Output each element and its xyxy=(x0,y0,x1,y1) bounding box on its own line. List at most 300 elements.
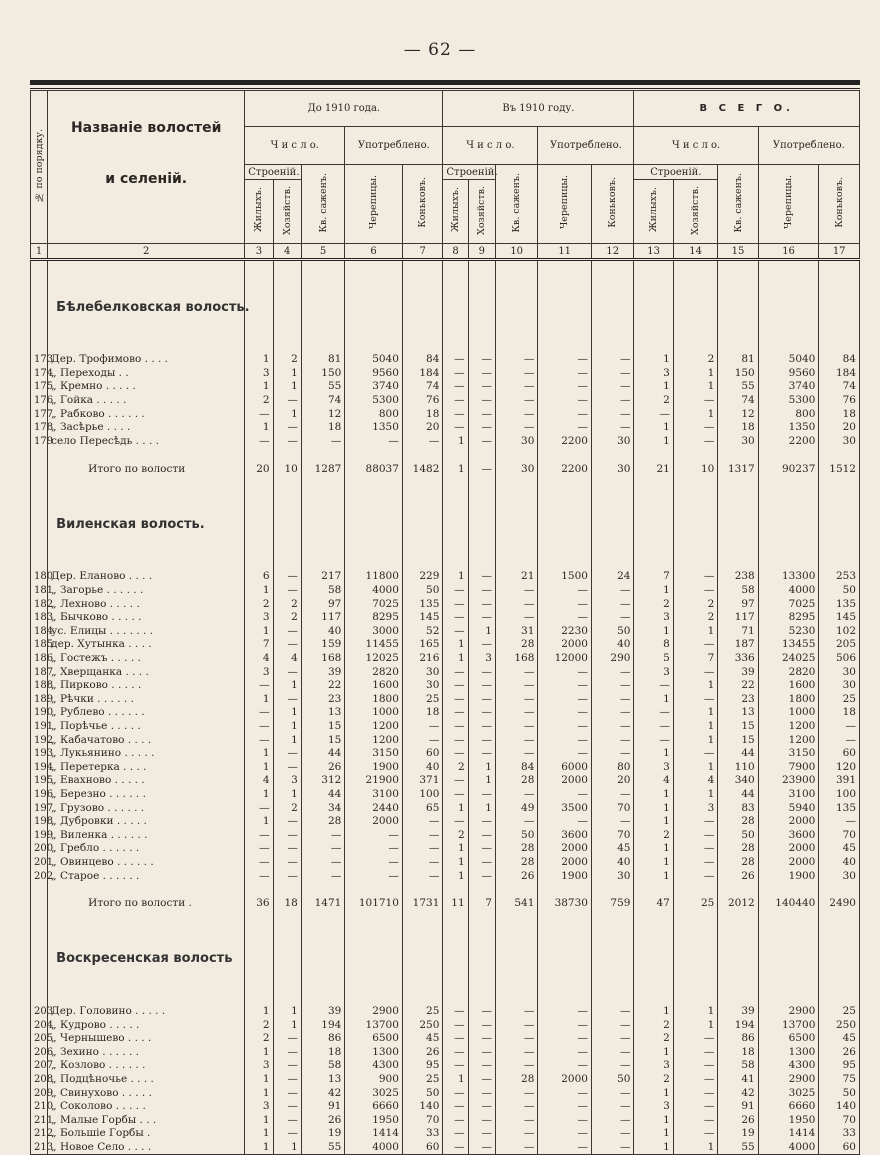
data-cell: — xyxy=(538,720,592,734)
data-cell: 1 xyxy=(634,584,673,598)
data-cell: — xyxy=(819,815,860,829)
data-cell: 84 xyxy=(819,353,860,367)
data-cell: — xyxy=(591,1059,633,1073)
data-cell: — xyxy=(591,815,633,829)
data-cell: 1 xyxy=(245,1141,273,1155)
total-cell: 140440 xyxy=(758,895,819,913)
header-ridges-1910: Коньковъ. xyxy=(591,165,633,244)
data-cell: 91 xyxy=(718,1100,758,1114)
row-number: 209 xyxy=(31,1086,48,1100)
settlement-name: „ Засѣрье . . . . xyxy=(48,421,245,435)
data-cell: 58 xyxy=(718,584,758,598)
data-cell: 135 xyxy=(402,597,442,611)
total-cell: 30 xyxy=(495,460,537,478)
data-cell: 5940 xyxy=(758,801,819,815)
row-number: 174 xyxy=(31,367,48,381)
data-cell: 28 xyxy=(495,856,537,870)
empty-cell xyxy=(48,913,245,949)
column-index: 7 xyxy=(402,244,442,260)
empty-cell xyxy=(301,478,344,514)
empty-cell xyxy=(758,949,819,969)
empty-cell xyxy=(758,913,819,949)
row-number: 207 xyxy=(31,1059,48,1073)
data-cell: 25 xyxy=(819,693,860,707)
empty-cell xyxy=(538,317,592,353)
data-cell: 3150 xyxy=(345,747,403,761)
data-cell: 74 xyxy=(402,380,442,394)
data-cell: — xyxy=(468,733,495,747)
data-cell: — xyxy=(468,1141,495,1155)
data-cell: 2 xyxy=(634,1073,673,1087)
data-cell: 1 xyxy=(673,380,717,394)
data-cell: — xyxy=(443,788,468,802)
data-cell: 229 xyxy=(402,570,442,584)
data-cell: 70 xyxy=(591,828,633,842)
header-living-total: Жилыхъ. xyxy=(634,180,673,244)
empty-cell xyxy=(443,883,468,895)
data-cell: — xyxy=(345,842,403,856)
row-number: 212 xyxy=(31,1127,48,1141)
data-cell: — xyxy=(468,1032,495,1046)
data-cell: 52 xyxy=(402,625,442,639)
data-cell: — xyxy=(495,706,537,720)
column-index: 16 xyxy=(758,244,819,260)
data-cell: 3 xyxy=(634,760,673,774)
data-cell: 83 xyxy=(718,801,758,815)
data-cell: 28 xyxy=(495,842,537,856)
empty-cell xyxy=(538,260,592,298)
row-number: 200 xyxy=(31,842,48,856)
data-cell: 3740 xyxy=(758,380,819,394)
data-cell: 253 xyxy=(819,570,860,584)
data-cell: 15 xyxy=(718,733,758,747)
empty-cell xyxy=(443,913,468,949)
row-number: 203 xyxy=(31,1005,48,1019)
data-cell: 23 xyxy=(718,693,758,707)
empty-cell xyxy=(634,260,673,298)
data-cell: — xyxy=(495,679,537,693)
data-cell: — xyxy=(495,1018,537,1032)
table-row xyxy=(31,1059,860,1073)
data-cell: — xyxy=(468,435,495,449)
settlement-name: „ Гойка . . . . . xyxy=(48,394,245,408)
data-cell: — xyxy=(273,693,301,707)
empty-cell xyxy=(673,448,717,460)
data-cell: — xyxy=(673,1032,717,1046)
top-rule xyxy=(30,80,860,85)
data-cell: 312 xyxy=(301,774,344,788)
data-cell: 159 xyxy=(301,638,344,652)
data-cell: 1900 xyxy=(345,760,403,774)
data-cell: 2900 xyxy=(345,1005,403,1019)
data-cell: — xyxy=(273,421,301,435)
data-cell: 1 xyxy=(634,693,673,707)
data-cell: 39 xyxy=(301,665,344,679)
empty-cell xyxy=(245,534,273,570)
data-cell: — xyxy=(273,815,301,829)
data-cell: 1 xyxy=(245,1114,273,1128)
header-farm-total: Хозяйств. xyxy=(673,180,717,244)
empty-cell xyxy=(819,949,860,969)
empty-cell xyxy=(273,949,301,969)
data-cell: 26 xyxy=(718,1114,758,1128)
data-cell: 1950 xyxy=(758,1114,819,1128)
data-cell: — xyxy=(591,665,633,679)
data-cell: 145 xyxy=(819,611,860,625)
data-cell: 4000 xyxy=(345,1141,403,1155)
empty-cell xyxy=(673,514,717,534)
data-cell: — xyxy=(273,760,301,774)
data-cell: — xyxy=(673,1127,717,1141)
data-cell: — xyxy=(538,584,592,598)
spacer-row xyxy=(31,448,860,460)
data-cell: 28 xyxy=(495,1073,537,1087)
settlement-name: „ Рублево . . . . . . xyxy=(48,706,245,720)
data-cell: 13 xyxy=(301,1073,344,1087)
data-cell: — xyxy=(443,1114,468,1128)
data-cell: — xyxy=(673,1059,717,1073)
row-number: 173 xyxy=(31,353,48,367)
data-cell: — xyxy=(495,815,537,829)
data-cell: 18 xyxy=(819,706,860,720)
data-cell: 2 xyxy=(245,394,273,408)
data-cell: 97 xyxy=(718,597,758,611)
data-cell: 2 xyxy=(245,597,273,611)
total-row xyxy=(31,895,860,913)
table-row xyxy=(31,638,860,652)
data-cell: — xyxy=(443,706,468,720)
column-index: 17 xyxy=(819,244,860,260)
data-cell: 145 xyxy=(402,611,442,625)
data-cell: 30 xyxy=(402,665,442,679)
empty-cell xyxy=(634,883,673,895)
empty-cell xyxy=(345,478,403,514)
data-cell: 1 xyxy=(673,788,717,802)
header-buildings-total: Строеній. xyxy=(634,165,718,180)
empty-cell xyxy=(31,534,48,570)
data-cell: — xyxy=(468,1005,495,1019)
data-cell: 168 xyxy=(301,652,344,666)
data-cell: — xyxy=(538,1141,592,1155)
data-cell: — xyxy=(443,353,468,367)
data-cell: — xyxy=(495,1141,537,1155)
data-cell: 187 xyxy=(718,638,758,652)
data-cell: 8295 xyxy=(345,611,403,625)
data-cell: 3 xyxy=(245,611,273,625)
total-cell: 1482 xyxy=(402,460,442,478)
data-cell: 30 xyxy=(402,679,442,693)
total-row xyxy=(31,460,860,478)
table-row xyxy=(31,760,860,774)
data-cell: — xyxy=(468,693,495,707)
data-cell: 250 xyxy=(402,1018,442,1032)
data-cell: — xyxy=(538,1005,592,1019)
data-cell: — xyxy=(591,693,633,707)
column-index-row xyxy=(31,244,860,260)
data-cell: 28 xyxy=(495,638,537,652)
data-cell: 4000 xyxy=(758,1141,819,1155)
empty-cell xyxy=(245,514,273,534)
data-cell: 1000 xyxy=(345,706,403,720)
data-cell: — xyxy=(634,706,673,720)
empty-cell xyxy=(443,448,468,460)
data-cell: 1 xyxy=(245,693,273,707)
empty-cell xyxy=(634,317,673,353)
data-cell: — xyxy=(273,570,301,584)
data-cell: 1 xyxy=(673,367,717,381)
empty-cell xyxy=(538,913,592,949)
data-cell: 13700 xyxy=(758,1018,819,1032)
data-cell: 2000 xyxy=(538,856,592,870)
data-cell: — xyxy=(538,693,592,707)
empty-cell xyxy=(273,448,301,460)
data-cell: 39 xyxy=(718,665,758,679)
data-cell: — xyxy=(591,353,633,367)
data-cell: — xyxy=(468,665,495,679)
column-index: 14 xyxy=(673,244,717,260)
empty-cell xyxy=(273,297,301,317)
data-cell: 18 xyxy=(402,706,442,720)
data-cell: — xyxy=(443,1005,468,1019)
data-cell: 4 xyxy=(273,652,301,666)
data-cell: 1 xyxy=(673,760,717,774)
empty-cell xyxy=(673,317,717,353)
table-row xyxy=(31,1073,860,1087)
column-index: 3 xyxy=(245,244,273,260)
data-cell: — xyxy=(468,1018,495,1032)
data-cell: 4 xyxy=(245,652,273,666)
empty-cell xyxy=(443,478,468,514)
data-cell: — xyxy=(538,367,592,381)
data-cell: 71 xyxy=(718,625,758,639)
empty-cell xyxy=(245,478,273,514)
data-cell: — xyxy=(591,421,633,435)
data-cell: — xyxy=(273,1073,301,1087)
row-number: 196 xyxy=(31,788,48,802)
empty-cell xyxy=(718,297,758,317)
data-cell: 26 xyxy=(301,1114,344,1128)
data-cell: — xyxy=(634,720,673,734)
data-cell: 1200 xyxy=(345,733,403,747)
data-cell: 50 xyxy=(591,625,633,639)
header-number-total: Ч и с л о. xyxy=(634,127,758,165)
empty-cell xyxy=(758,883,819,895)
data-cell: — xyxy=(468,720,495,734)
total-cell: 47 xyxy=(634,895,673,913)
table-row xyxy=(31,611,860,625)
empty-cell xyxy=(345,297,403,317)
data-cell: 4 xyxy=(245,774,273,788)
settlement-name: „ Загорье . . . . . . xyxy=(48,584,245,598)
data-cell: 1 xyxy=(673,1141,717,1155)
data-cell: 2 xyxy=(634,1018,673,1032)
data-cell: — xyxy=(245,801,273,815)
data-cell: — xyxy=(273,1127,301,1141)
total-cell: 1471 xyxy=(301,895,344,913)
data-cell: — xyxy=(443,367,468,381)
data-cell: — xyxy=(538,611,592,625)
data-cell: 1350 xyxy=(345,421,403,435)
settlement-name: „ Виленка . . . . . . xyxy=(48,828,245,842)
data-cell: 4000 xyxy=(758,584,819,598)
data-cell: 5 xyxy=(634,652,673,666)
data-cell: — xyxy=(495,584,537,598)
table-row xyxy=(31,1086,860,1100)
data-cell: 19 xyxy=(301,1127,344,1141)
header-sq-total: Кв. саженъ. xyxy=(718,165,758,244)
data-cell: — xyxy=(673,842,717,856)
data-cell: 140 xyxy=(819,1100,860,1114)
data-cell: 1 xyxy=(443,801,468,815)
data-cell: — xyxy=(468,584,495,598)
settlement-name: „ Березно . . . . . . xyxy=(48,788,245,802)
table-row xyxy=(31,380,860,394)
data-cell: — xyxy=(245,679,273,693)
empty-cell xyxy=(31,514,48,534)
data-cell: — xyxy=(591,394,633,408)
header-number-1910: Ч и с л о. xyxy=(443,127,538,165)
empty-cell xyxy=(245,913,273,949)
data-cell: 150 xyxy=(301,367,344,381)
row-number: 185 xyxy=(31,638,48,652)
data-cell: 3 xyxy=(245,665,273,679)
total-cell: 20 xyxy=(245,460,273,478)
data-cell: 2 xyxy=(273,611,301,625)
empty-cell xyxy=(634,514,673,534)
total-cell: 30 xyxy=(591,460,633,478)
empty-cell xyxy=(345,317,403,353)
empty-cell xyxy=(538,478,592,514)
data-cell: 1 xyxy=(673,679,717,693)
data-cell: — xyxy=(273,869,301,883)
header-farm-before: Хозяйств. xyxy=(273,180,301,244)
data-cell: 1 xyxy=(245,1086,273,1100)
total-cell: 25 xyxy=(673,895,717,913)
data-cell: 1600 xyxy=(758,679,819,693)
data-cell: 216 xyxy=(402,652,442,666)
data-cell: 18 xyxy=(819,407,860,421)
data-cell: — xyxy=(468,570,495,584)
empty-cell xyxy=(273,478,301,514)
data-cell: 3 xyxy=(245,367,273,381)
settlement-name: ус. Елицы . . . . . . . xyxy=(48,625,245,639)
total-cell: 1512 xyxy=(819,460,860,478)
data-cell: — xyxy=(273,584,301,598)
data-cell: 1 xyxy=(673,733,717,747)
settlement-name: село Пересѣдь . . . . xyxy=(48,435,245,449)
settlement-name: „ Кудрово . . . . . xyxy=(48,1018,245,1032)
empty-cell xyxy=(468,913,495,949)
empty-cell xyxy=(273,514,301,534)
data-cell: 140 xyxy=(402,1100,442,1114)
data-cell: 40 xyxy=(591,638,633,652)
settlement-name: „ Перетерка . . . . xyxy=(48,760,245,774)
empty-cell xyxy=(301,534,344,570)
table-row xyxy=(31,842,860,856)
empty-cell xyxy=(468,969,495,1005)
data-cell: 28 xyxy=(495,774,537,788)
total-cell: 1287 xyxy=(301,460,344,478)
empty-cell xyxy=(591,534,633,570)
data-cell: 2 xyxy=(245,1018,273,1032)
data-cell: — xyxy=(468,706,495,720)
data-cell: 40 xyxy=(819,856,860,870)
data-cell: 3600 xyxy=(758,828,819,842)
data-cell: 1 xyxy=(273,788,301,802)
empty-cell xyxy=(31,297,48,317)
data-cell: 1 xyxy=(273,407,301,421)
empty-cell xyxy=(31,460,48,478)
settlement-name: „ Лехново . . . . . xyxy=(48,597,245,611)
data-cell: — xyxy=(591,1086,633,1100)
data-cell: 21 xyxy=(495,570,537,584)
data-cell: — xyxy=(495,597,537,611)
data-cell: 1 xyxy=(634,421,673,435)
data-cell: 2 xyxy=(673,611,717,625)
empty-cell xyxy=(495,534,537,570)
data-cell: 13700 xyxy=(345,1018,403,1032)
empty-cell xyxy=(443,514,468,534)
empty-cell xyxy=(402,534,442,570)
empty-cell xyxy=(495,969,537,1005)
data-cell: 13455 xyxy=(758,638,819,652)
data-cell: 44 xyxy=(301,788,344,802)
row-number: 180 xyxy=(31,570,48,584)
settlement-name: „ Кабачатово . . . . xyxy=(48,733,245,747)
data-cell: 1 xyxy=(245,1046,273,1060)
data-cell: 2000 xyxy=(538,774,592,788)
data-cell: 1 xyxy=(273,1141,301,1155)
empty-cell xyxy=(443,317,468,353)
data-cell: 1 xyxy=(245,1005,273,1019)
empty-cell xyxy=(245,448,273,460)
data-cell: 2000 xyxy=(538,842,592,856)
data-cell: 24 xyxy=(591,570,633,584)
data-cell: 1 xyxy=(273,1005,301,1019)
data-cell: — xyxy=(495,394,537,408)
data-cell: 18 xyxy=(718,1046,758,1060)
data-cell: 74 xyxy=(819,380,860,394)
header-ridges-before: Коньковъ. xyxy=(402,165,442,244)
data-cell: 58 xyxy=(718,1059,758,1073)
data-cell: 81 xyxy=(301,353,344,367)
data-cell: 2200 xyxy=(538,435,592,449)
data-cell: 1900 xyxy=(758,869,819,883)
empty-cell xyxy=(538,297,592,317)
data-cell: 7 xyxy=(673,652,717,666)
data-cell: — xyxy=(634,733,673,747)
column-index: 13 xyxy=(634,244,673,260)
empty-cell xyxy=(495,883,537,895)
data-cell: 20 xyxy=(402,421,442,435)
data-cell: 12 xyxy=(718,407,758,421)
data-cell: 11455 xyxy=(345,638,403,652)
empty-cell xyxy=(273,969,301,1005)
data-cell: 3 xyxy=(273,774,301,788)
data-cell: — xyxy=(402,828,442,842)
empty-cell xyxy=(495,478,537,514)
total-cell: 10 xyxy=(673,460,717,478)
data-cell: 45 xyxy=(402,1032,442,1046)
table-row xyxy=(31,597,860,611)
empty-cell xyxy=(245,949,273,969)
data-cell: — xyxy=(634,679,673,693)
settlement-name: Дер. Головино . . . . . xyxy=(48,1005,245,1019)
row-number: 179 xyxy=(31,435,48,449)
data-cell: — xyxy=(345,869,403,883)
data-cell: 3 xyxy=(468,652,495,666)
data-cell: — xyxy=(443,1032,468,1046)
